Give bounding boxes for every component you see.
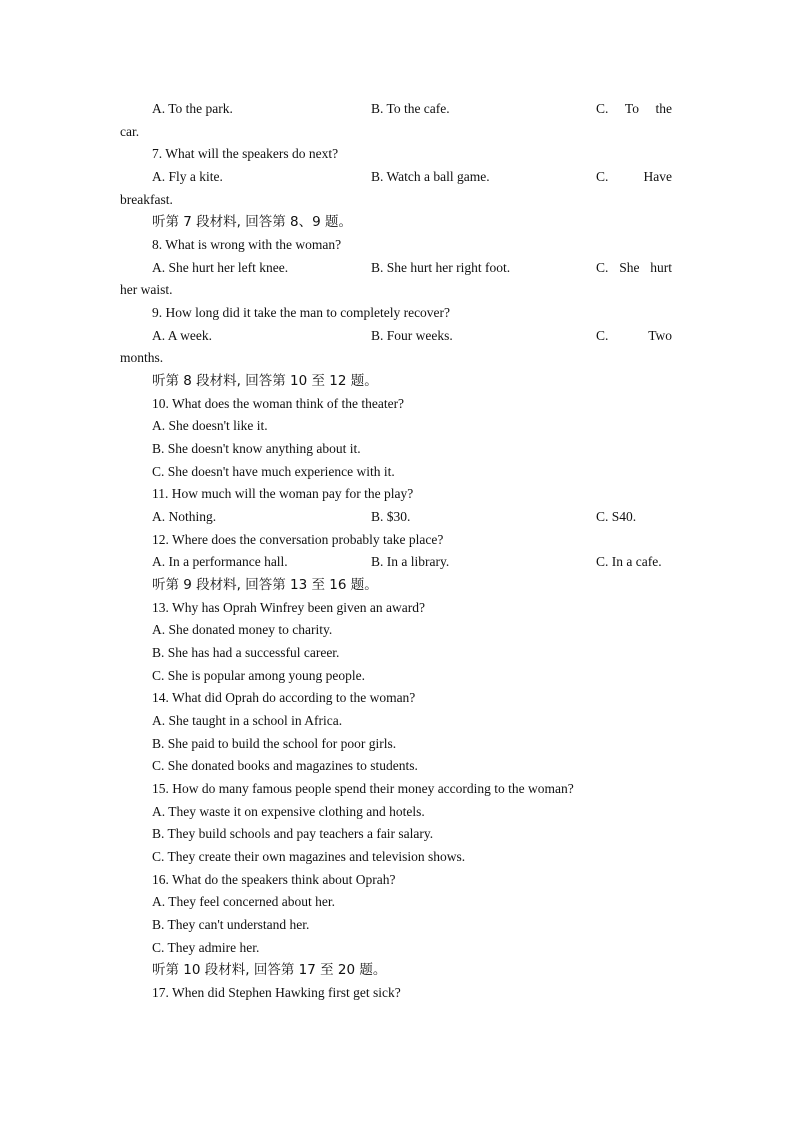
option-row: [0, 552, 793, 572]
option-line: A. She taught in a school in Africa.: [152, 713, 343, 728]
option-c: C. Have: [596, 169, 672, 184]
option-line: C. They create their own magazines and television shows.: [152, 849, 466, 864]
option-row: [0, 507, 793, 527]
option-a: A. To the park.: [152, 101, 233, 116]
option-b: B. Four weeks.: [371, 328, 453, 343]
option-line: B. She doesn't know anything about it.: [152, 441, 361, 456]
continuation-line: car.: [120, 124, 140, 139]
question: 9. How long did it take the man to completely recover?: [152, 305, 451, 320]
question: 11. How much will the woman pay for the play?: [152, 486, 414, 501]
question: 14. What did Oprah do according to the woman?: [152, 690, 416, 705]
question: 13. Why has Oprah Winfrey been given an award?: [152, 600, 425, 615]
option-b: B. Watch a ball game.: [371, 169, 490, 184]
option-line: A. They feel concerned about her.: [152, 894, 336, 909]
option-line: C. She donated books and magazines to students.: [152, 758, 418, 773]
option-b: B. $30.: [371, 509, 411, 524]
option-b: B. She hurt her right foot.: [371, 260, 511, 275]
continuation-line: her waist.: [120, 282, 173, 297]
option-row: [0, 326, 793, 346]
question: 17. When did Stephen Hawking first get sick?: [152, 985, 401, 1000]
section-heading: 听第 9 段材料, 回答第 13 至 16 题。: [152, 577, 378, 593]
option-line: A. She donated money to charity.: [152, 622, 333, 637]
section-heading: 听第 10 段材料, 回答第 17 至 20 题。: [152, 962, 387, 978]
option-line: A. She doesn't like it.: [152, 418, 268, 433]
continuation-line: breakfast.: [120, 192, 173, 207]
option-line: C. She doesn't have much experience with it.: [152, 464, 395, 479]
section-heading: 听第 8 段材料, 回答第 10 至 12 题。: [152, 373, 378, 389]
question: 7. What will the speakers do next?: [152, 146, 339, 161]
option-c: C. To the: [596, 101, 672, 116]
option-b: B. To the cafe.: [371, 101, 450, 116]
option-row: [0, 167, 793, 187]
option-line: B. She paid to build the school for poor girls.: [152, 736, 397, 751]
option-c: C. S40.: [596, 509, 637, 524]
option-a: A. She hurt her left knee.: [152, 260, 289, 275]
option-row: [0, 258, 793, 278]
section-heading: 听第 7 段材料, 回答第 8、9 题。: [152, 214, 353, 230]
question: 10. What does the woman think of the theater?: [152, 396, 405, 411]
option-a: A. Fly a kite.: [152, 169, 223, 184]
continuation-line: months.: [120, 350, 164, 365]
option-line: B. She has had a successful career.: [152, 645, 340, 660]
option-line: A. They waste it on expensive clothing and hotels.: [152, 804, 425, 819]
option-c: C. In a cafe.: [596, 554, 662, 569]
option-a: A. In a performance hall.: [152, 554, 288, 569]
option-b: B. In a library.: [371, 554, 450, 569]
question: 16. What do the speakers think about Oprah?: [152, 872, 396, 887]
option-a: A. A week.: [152, 328, 212, 343]
option-line: B. They can't understand her.: [152, 917, 310, 932]
option-row: [0, 99, 793, 119]
option-line: C. She is popular among young people.: [152, 668, 365, 683]
question: 15. How do many famous people spend their money according to the woman?: [152, 781, 574, 796]
question: 8. What is wrong with the woman?: [152, 237, 342, 252]
question: 12. Where does the conversation probably take place?: [152, 532, 444, 547]
option-line: B. They build schools and pay teachers a fair salary.: [152, 826, 434, 841]
option-a: A. Nothing.: [152, 509, 217, 524]
option-line: C. They admire her.: [152, 940, 260, 955]
option-c: C. She hurt: [596, 260, 672, 275]
option-c: C. Two: [596, 328, 672, 343]
